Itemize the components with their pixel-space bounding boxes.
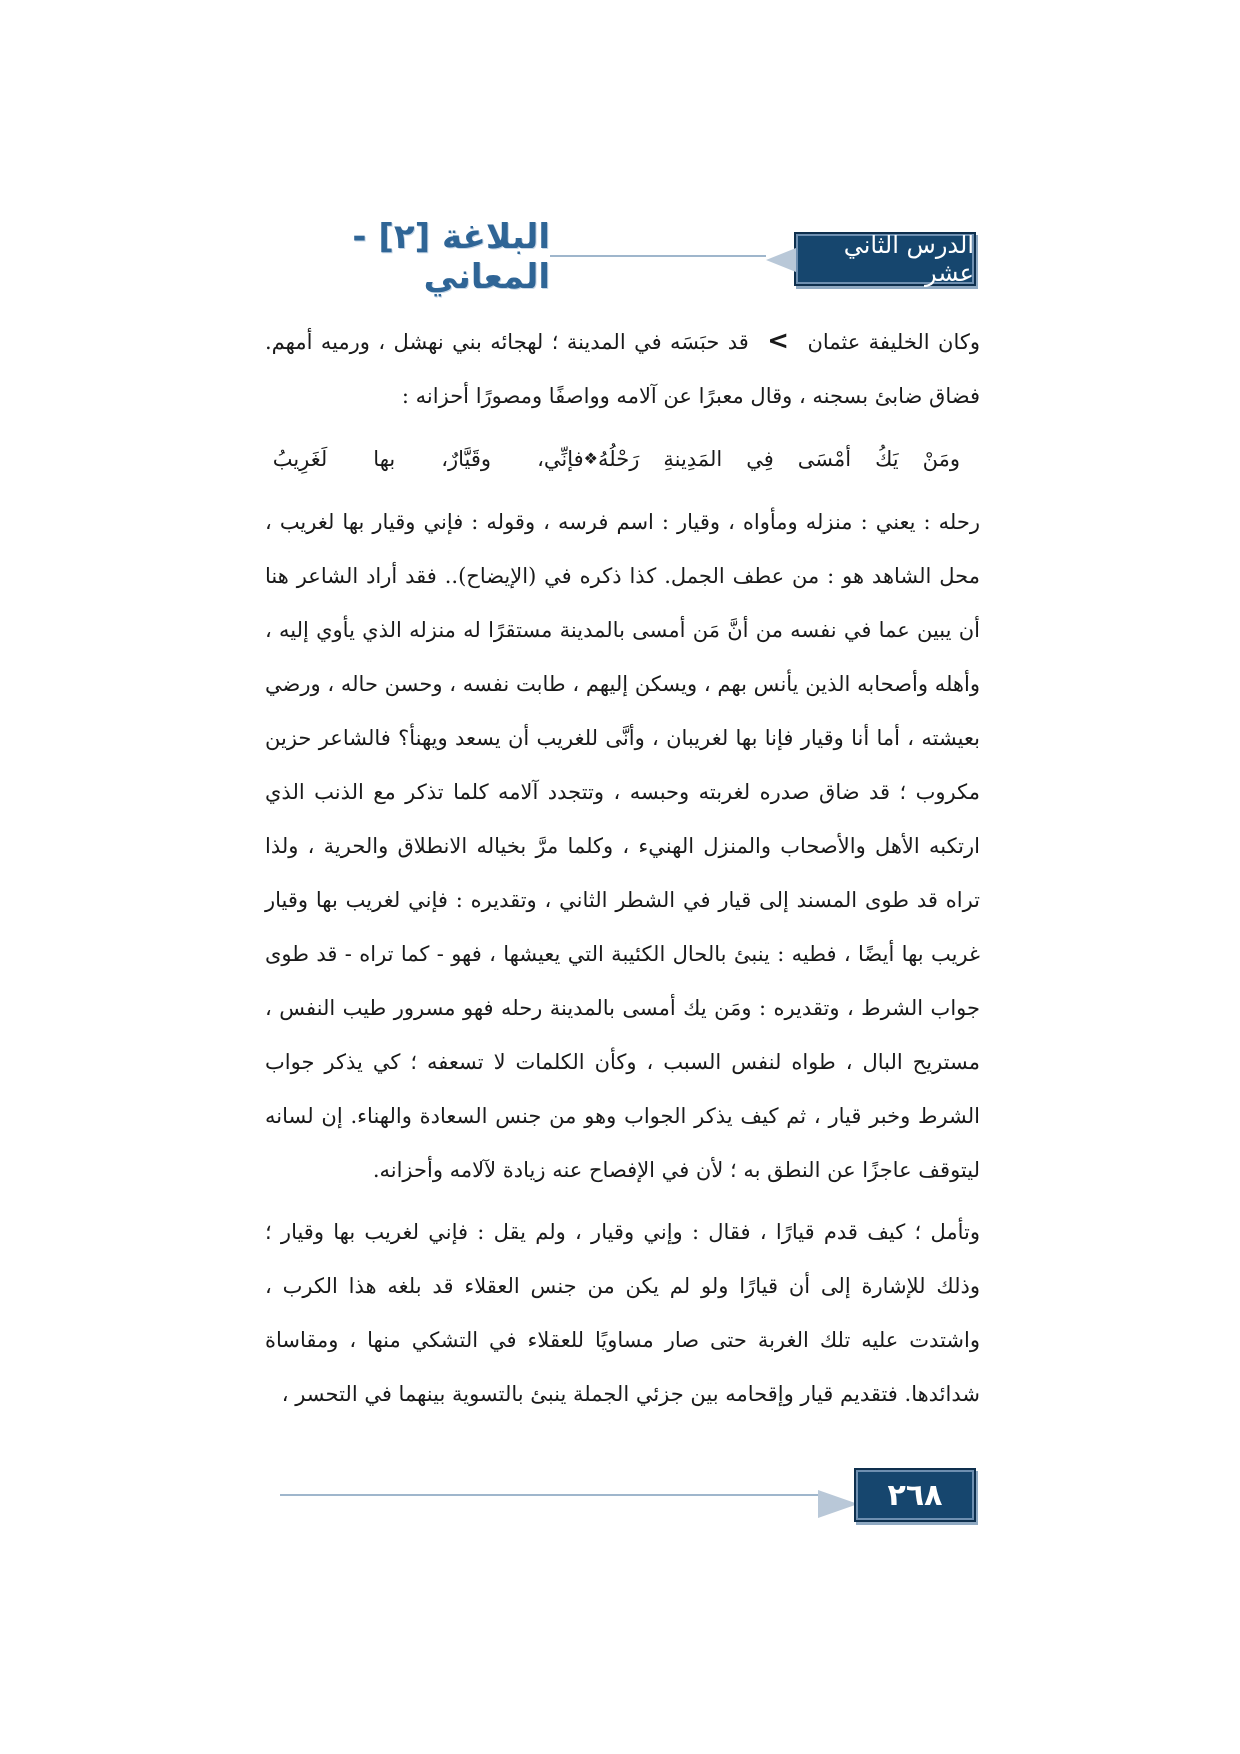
verse-word: رَحْلُهُ bbox=[598, 447, 640, 471]
page-footer bbox=[270, 1468, 976, 1524]
page-body bbox=[265, 314, 980, 1421]
lesson-label: الدرس الثاني عشر bbox=[794, 232, 976, 286]
verse-word: وقَيَّارٌ، bbox=[441, 447, 492, 471]
book-title: البلاغة [٢] - المعاني bbox=[352, 217, 550, 297]
verse-separator-icon: ❖ bbox=[583, 449, 598, 468]
verse-word: أمْسَى bbox=[797, 447, 852, 471]
arrow-icon: > bbox=[767, 326, 790, 356]
header-divider bbox=[550, 255, 766, 257]
verse-word: يَكُ bbox=[875, 447, 899, 471]
verse-word: ومَنْ bbox=[922, 447, 960, 471]
footer-wedge-shape bbox=[818, 1490, 858, 1518]
page-header bbox=[270, 217, 976, 297]
footer-divider bbox=[280, 1494, 826, 1496]
verse-hemistich-first bbox=[598, 432, 960, 486]
paragraph-reflection: وتأمل ؛ كيف قدم قيارًا ، فقال : وإني وقيار ، ولم يقل : فإني لغريب بها وقيار ؛ وذلك للإشارة إلى أن قيارًا ولو لم يكن من جنس العقلاء قد بلغه هذا الكرب ، واشتدت عليه تلك الغربة حتى صار مساويًا للعقلاء في التشكي منها ، ومقاساة شدائدها. فتقديم قيار وإقحامه بين جزئي الجملة ينبئ بالتسوية بينهما في التحسر ، bbox=[265, 1220, 980, 1406]
page-number: ٢٦٨ bbox=[854, 1468, 976, 1522]
verse-word: المَدِينةِ bbox=[663, 447, 723, 471]
verse-word: بها bbox=[373, 447, 396, 471]
verse-word: فإنِّي، bbox=[537, 447, 584, 471]
paragraph-intro bbox=[265, 314, 980, 423]
verse-hemistich-second bbox=[273, 432, 584, 486]
verse-word: فِي bbox=[746, 447, 774, 471]
intro-text-a: وكان الخليفة عثمان bbox=[807, 330, 980, 354]
paragraph-explanation: رحله : يعني : منزله ومأواه ، وقيار : اسم فرسه ، وقوله : فإني وقيار بها لغريب ، محل الشاهد هو : من عطف الجمل. كذا ذكره في (الإيضاح).. فقد أراد الشاعر هنا أن يبين عما في نفسه من أنَّ مَن أمسى بالمدينة مستقرًا له منزله الذي يأوي إليه ، وأهله وأصحابه الذين يأنس بهم ، ويسكن إليهم ، طابت نفسه ، وحسن حاله ، ورضي بعيشته ، أما أنا وقيار فإنا بها لغريبان ، وأنَّى للغريب أن يسعد ويهنأ؟ فالشاعر حزين مكروب ؛ قد ضاق صدره لغربته وحبسه ، وتتجدد آلامه كلما تذكر مع الذنب الذي ارتكبه الأهل والأصحاب والمنزل الهنيء ، وكلما مرَّ بخياله الانطلاق والحرية ، ولذا تراه قد طوى المسند إلى قيار في الشطر الثاني ، وتقديره : فإني لغريب بها وقيار غريب بها أيضًا ، فطيه : ينبئ بالحال الكئيبة التي يعيشها ، فهو - كما تراه - قد طوى جواب الشرط ، وتقديره : ومَن يك أمسى بالمدينة رحله فهو مسرور طيب النفس ، مستريح البال ، طواه لنفس السبب ، وكأن الكلمات لا تسعفه ؛ كي يذكر جواب الشرط وخبر قيار ، ثم كيف يذكر الجواب وهو من جنس السعادة والهناء. إن لسانه ليتوقف عاجزًا عن النطق به ؛ لأن في الإفصاح عنه زيادة لآلامه وأحزانه. bbox=[265, 510, 980, 1182]
intro-text-b: قد حبَسَه في المدينة ؛ لهجائه بني نهشل ، ورميه أمهم. فضاق ضابئ بسجنه ، وقال معبرًا عن آلامه وواصفًا ومصورًا أحزانه : bbox=[265, 330, 980, 408]
poetry-verse bbox=[265, 427, 980, 491]
verse-word: لَغَرِيبُ bbox=[272, 447, 328, 471]
